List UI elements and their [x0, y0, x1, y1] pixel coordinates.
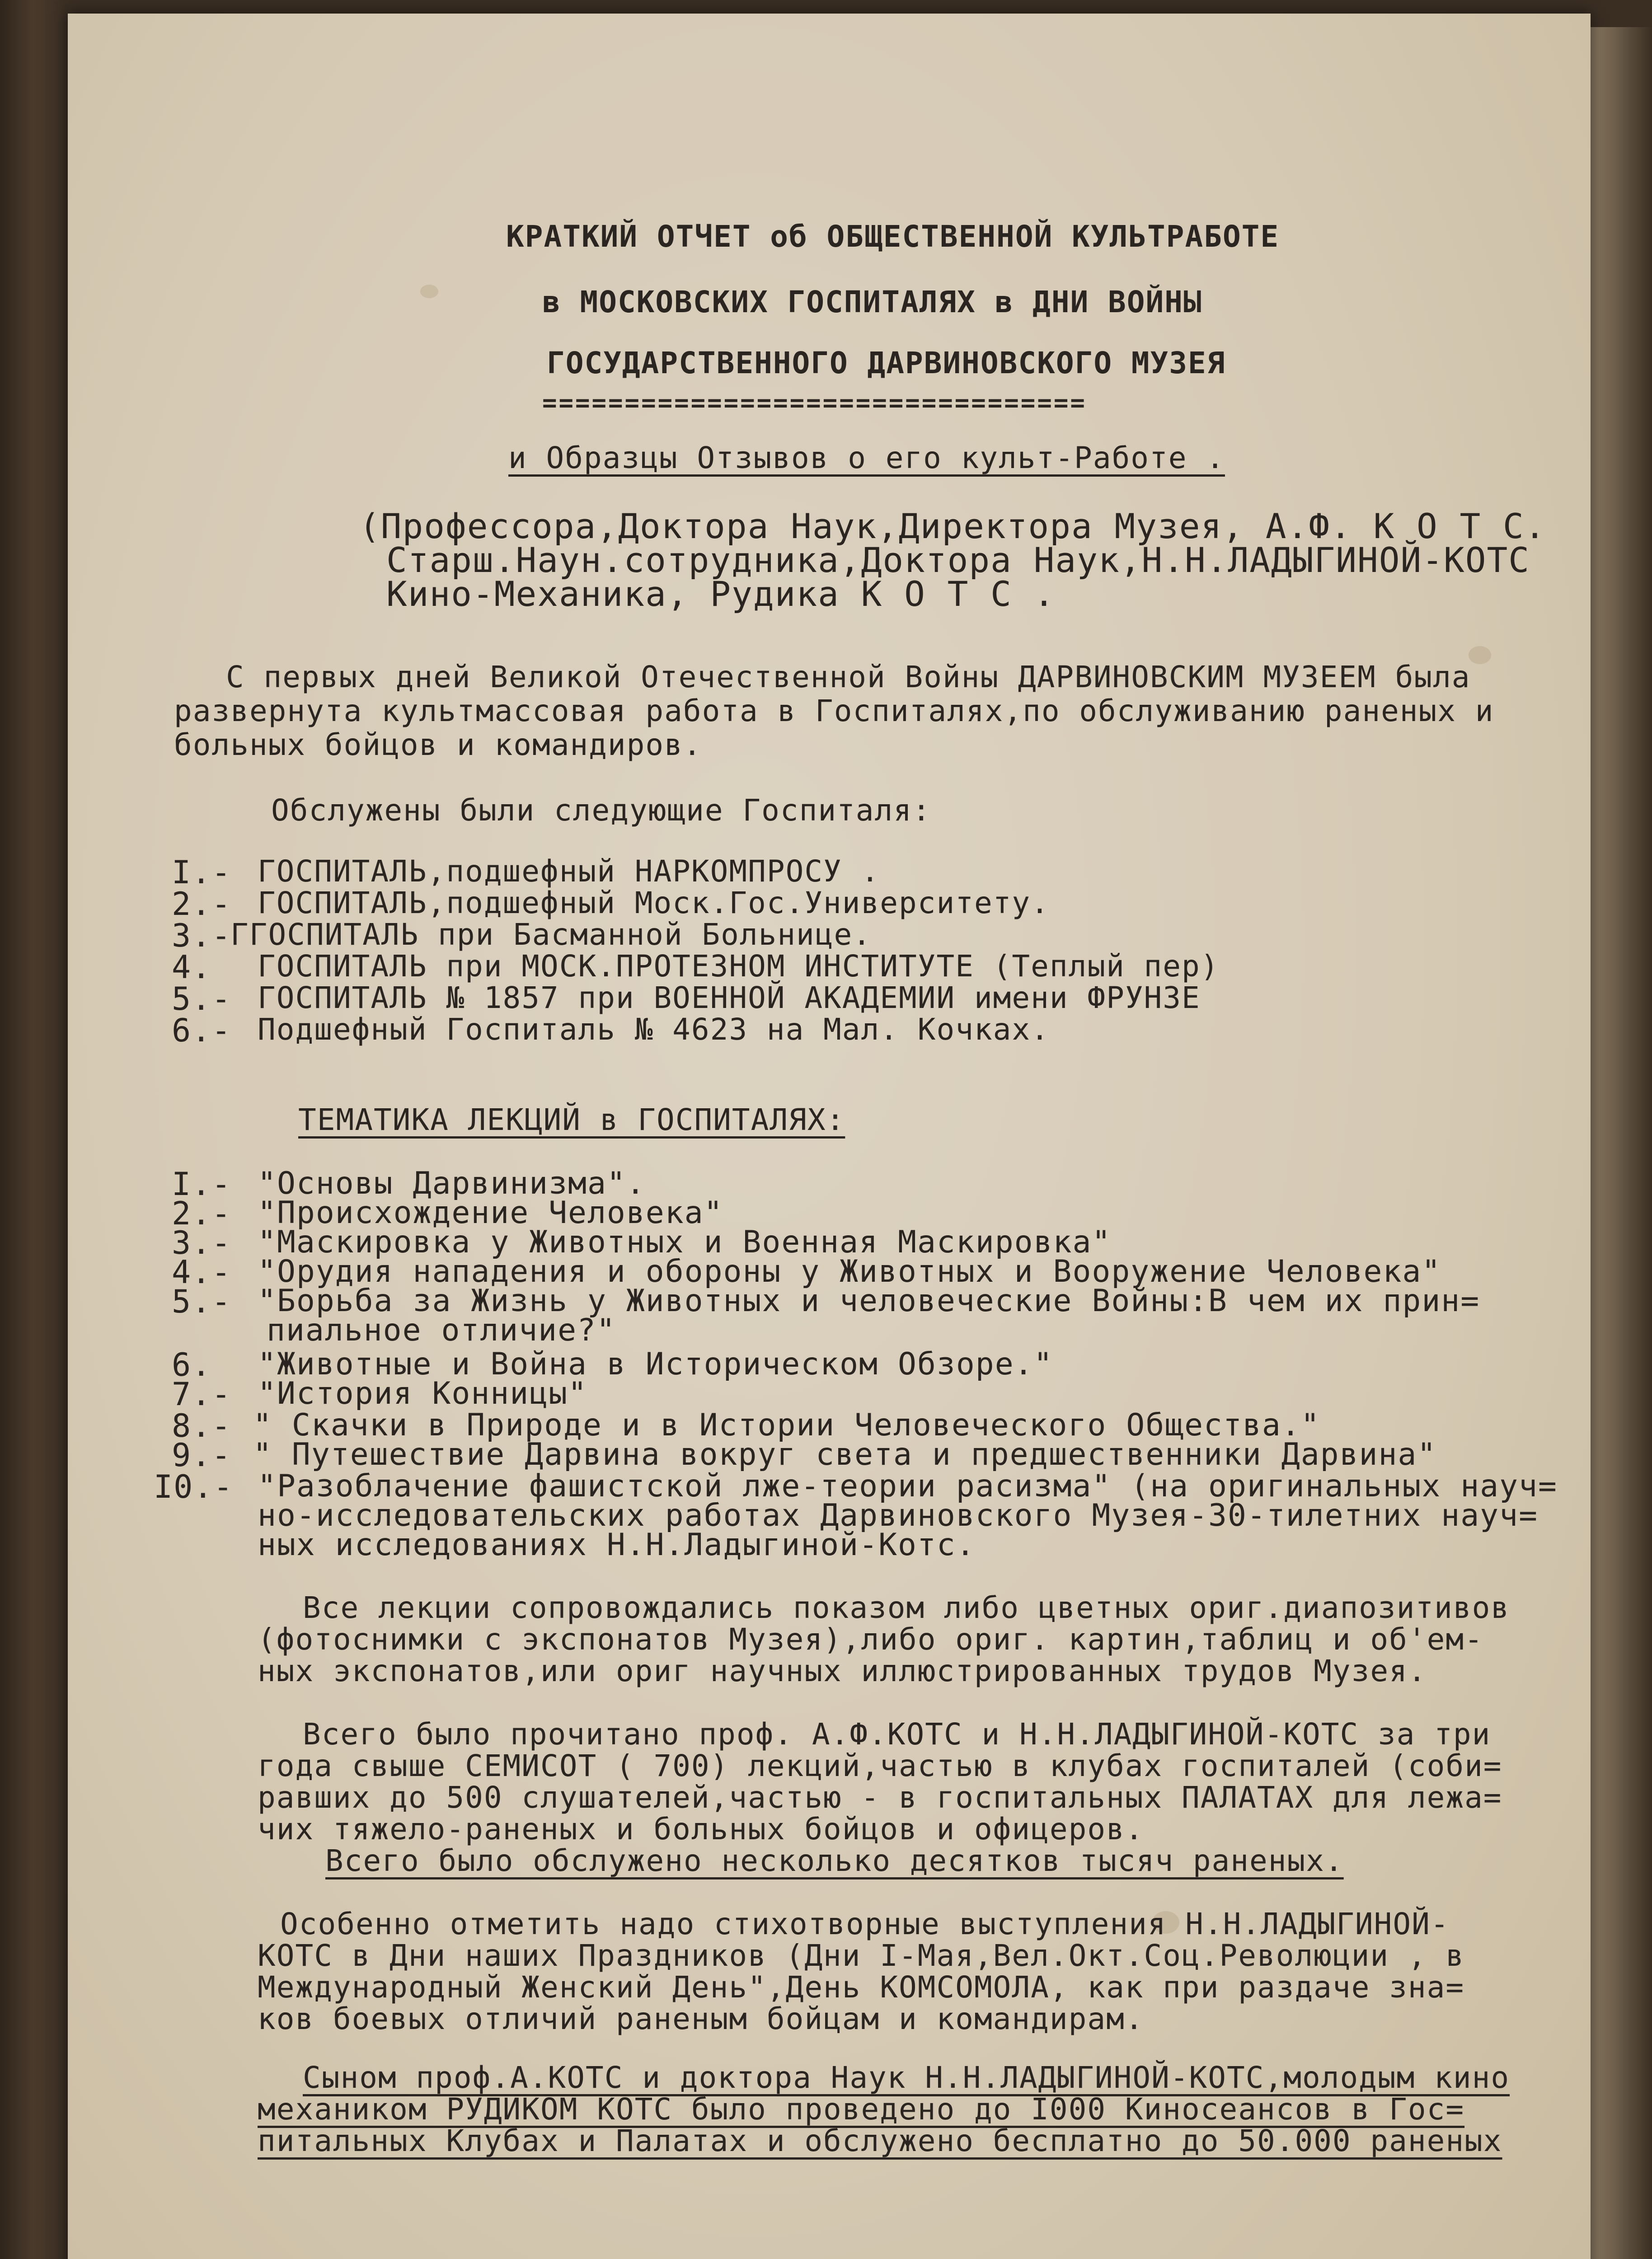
list-item: Подшефный Госпиталь № 4623 на Мал. Кочках. [258, 1012, 1050, 1047]
paragraph-line: Все лекции сопровождались показом либо цветных ориг.диапозитивов [303, 1590, 1510, 1625]
list-item-continuation: ных исследованиях Н.Н.Ладыгиной-Котс. [258, 1527, 976, 1563]
authors-line: Кино-Механика, Рудика К О Т С . [386, 574, 1056, 614]
paragraph-line: ных экспонатов,или ориг научных иллюстрированных трудов Музея. [258, 1654, 1427, 1688]
paragraph-line: КОТС в Дни наших Праздников (Дни I-Мая,Вел.Окт.Соц.Революции , в [258, 1938, 1465, 1973]
list-item: ГОСПИТАЛЬ,подшефный НАРКОМПРОСУ . [258, 854, 880, 889]
title-line-2: в МОСКОВСКИХ ГОСПИТАЛЯХ в ДНИ ВОЙНЫ [542, 285, 1202, 319]
paragraph-line: Сыном проф.А.КОТС и доктора Наук Н.Н.ЛАДЫГИНОЙ-КОТС,молодым кино [303, 2060, 1510, 2095]
paragraph-line: Всего было прочитано проф. А.Ф.КОТС и Н.Н.ЛАДЫГИНОЙ-КОТС за три [303, 1717, 1491, 1752]
list-item: "Основы Дарвинизма". [258, 1166, 646, 1201]
list-item-number: 6.- [172, 1012, 232, 1049]
list-item: ГГОСПИТАЛЬ при Басманной Больнице. [230, 917, 872, 952]
paragraph-line: питальных Клубах и Палатах и обслужено бесплатно до 50.000 раненых [258, 2123, 1502, 2158]
list-item: " Путешествие Дарвина вокруг света и предшественники Дарвина" [253, 1437, 1437, 1472]
list-item: "Борьба за Жизнь у Животных и человеческие Войны:В чем их прин= [258, 1283, 1480, 1319]
list-item: ГОСПИТАЛЬ,подшефный Моск.Гос.Университету. [258, 886, 1050, 920]
page-edge [1591, 27, 1652, 2259]
list-item-continuation: но-исследовательских работах Дарвиновского Музея-30-тилетних науч= [258, 1498, 1539, 1533]
paragraph-line: ков боевых отличий раненым бойцам и командирам. [258, 2001, 1144, 2036]
title-line-1: КРАТКИЙ ОТЧЕТ об ОБЩЕСТВЕННОЙ КУЛЬТРАБОТЕ [506, 219, 1280, 254]
hospitals-heading: Обслужены были следующие Госпиталя: [271, 793, 931, 828]
paragraph-line: года свыше СЕМИСОТ ( 700) лекций,частью в клубах госпиталей (соби= [258, 1748, 1502, 1783]
paragraph-line: чих тяжело-раненых и больных бойцов и офицеров. [258, 1812, 1144, 1847]
paragraph-line: Особенно отметить надо стихотворные выступления Н.Н.ЛАДЫГИНОЙ- [280, 1907, 1450, 1941]
list-item-number: 5.- [172, 1283, 232, 1320]
intro-line: больных бойцов и командиров. [174, 727, 702, 762]
list-item-number: 7.- [172, 1376, 232, 1413]
list-item-number: 4.- [172, 1254, 232, 1291]
intro-line: С первых дней Великой Отечественной Войны ДАРВИНОВСКИМ МУЗЕЕМ была [226, 660, 1471, 694]
list-item-number: 2.- [172, 886, 232, 923]
foxing-spot [420, 285, 438, 298]
list-item-number: 3.- [172, 1224, 232, 1261]
list-item-number: 2.- [172, 1195, 232, 1232]
list-item-number: 4. [172, 949, 212, 986]
list-item: "Животные и Война в Историческом Обзоре." [258, 1346, 1053, 1382]
list-item: " Скачки в Природе и в Истории Человеческого Общества." [253, 1407, 1320, 1443]
authors-line: (Профессора,Доктора Наук,Директора Музея, А.Ф. К О Т С. [359, 506, 1546, 546]
list-item-number: 3.- [172, 917, 232, 954]
authors-line: Старш.Наун.сотрудника,Доктора Наук,Н.Н.ЛАДЫГИНОЙ-КОТС [386, 540, 1530, 580]
list-item: ГОСПИТАЛЬ № 1857 при ВОЕННОЙ АКАДЕМИИ имени ФРУНЗЕ [258, 980, 1201, 1015]
list-item-number: 5.- [172, 980, 232, 1017]
intro-line: развернута культмассовая работа в Госпиталях,по обслуживанию раненых и [174, 694, 1494, 728]
list-item-continuation: пиальное отличие?" [267, 1312, 616, 1348]
list-item: "Разоблачение фашистской лже-теории расизма" (на оригинальных науч= [258, 1468, 1558, 1504]
lectures-heading: ТЕМАТИКА ЛЕКЦИЙ в ГОСПИТАЛЯХ: [298, 1102, 845, 1137]
title-line-4: и Образцы Отзывов о его культ-Работе . [508, 441, 1225, 475]
list-item-number: I0.- [154, 1468, 234, 1505]
list-item: "Орудия нападения и обороны у Животных и Вооружение Человека" [258, 1254, 1441, 1289]
paragraph-line: (фотоснимки с экспонатов Музея),либо ориг. картин,таблиц и об'ем- [258, 1622, 1483, 1657]
list-item-number: I.- [172, 854, 232, 891]
title-rule: ================================= [542, 389, 1087, 417]
paragraph-line: механиком РУДИКОМ КОТС было проведено до I000 Киносеансов в Гос= [258, 2092, 1465, 2127]
paragraph-emphasis: Всего было обслужено несколько десятков тысяч раненых. [325, 1843, 1344, 1878]
list-item: "История Конницы" [258, 1376, 587, 1411]
list-item-number: 8.- [172, 1407, 232, 1444]
list-item: "Маскировка у Животных и Военная Маскировка" [258, 1224, 1112, 1260]
paragraph-line: Международный Женский День",День КОМСОМОЛА, как при раздаче зна= [258, 1970, 1465, 2005]
list-item: "Происхождение Человека" [258, 1195, 723, 1231]
list-item: ГОСПИТАЛЬ при МОСК.ПРОТЕЗНОМ ИНСТИТУТЕ (Теплый пер) [258, 949, 1220, 984]
list-item-number: I.- [172, 1166, 232, 1203]
foxing-spot [1469, 646, 1491, 664]
list-item-number: 9.- [172, 1437, 232, 1474]
title-line-3: ГОСУДАРСТВЕННОГО ДАРВИНОВСКОГО МУЗЕЯ [547, 346, 1226, 380]
paragraph-line: равших до 500 слушателей,частью - в госпитальных ПАЛАТАХ для лежа= [258, 1780, 1502, 1815]
list-item-number: 6. [172, 1346, 212, 1383]
